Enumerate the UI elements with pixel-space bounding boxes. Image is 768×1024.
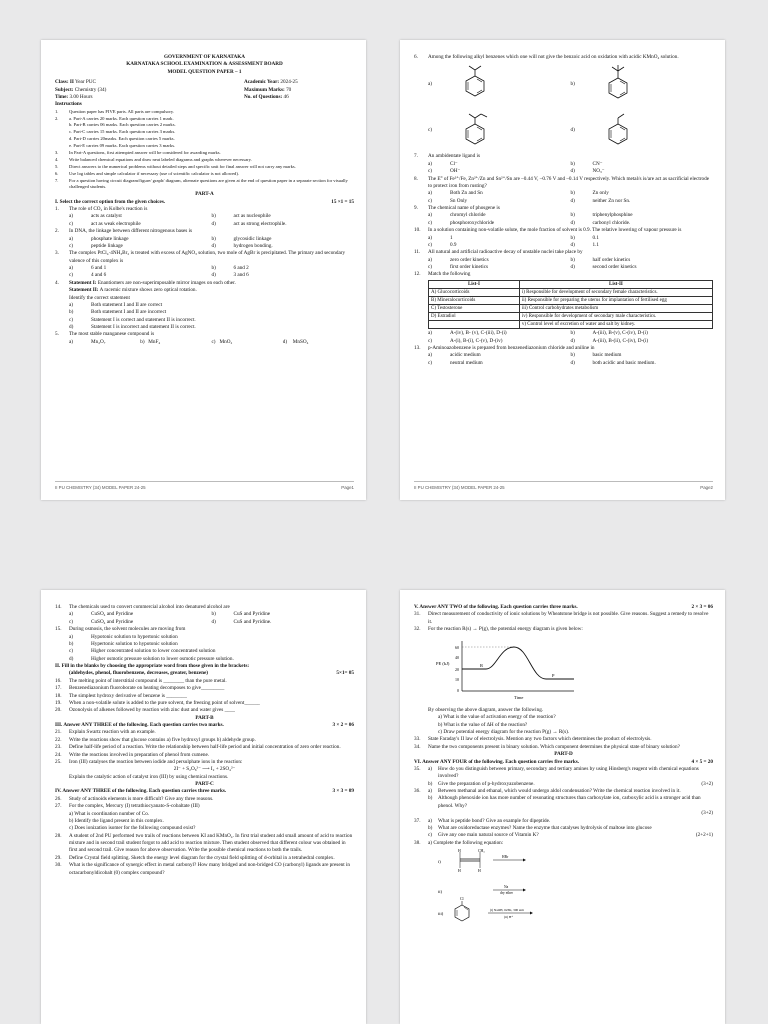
page-number: Page1 [341, 485, 354, 490]
question-1: 1. The role of CO₂ in Kolbe's reaction is a) acts as catalyst b) act as nucleophile c) act as weak electrophile d) act as strong electrophile. [55, 206, 287, 227]
svg-text:ii): ii) [438, 889, 442, 894]
question-27: 27. For the complex, Mercury (I) tetrathiocyanato-S-cobaltate (III) a) What is coordination number of Co. b) Identify the ligand present in this complex. c) Does ionization isomer for the following compound exist? [55, 803, 200, 832]
part-a-title: PART-A [195, 191, 214, 198]
q32-b: b) What is the value of ΔH of the reaction? [438, 721, 528, 728]
maxmarks-label: Maximum Marks: [244, 86, 285, 93]
year-value: 2024-25 [280, 79, 298, 86]
reaction-scheme [438, 849, 568, 923]
instruction-item: c. Part-C carries 15 marks. Each question carries 3 marks. [69, 129, 176, 135]
question-14: 14. The chemicals used to convert commercial alcohol into denatured alcohol are a) CuSO₄ and Pyridine b) CuS and Pyridine c) CuSO₄ and Pyridine d) CuS and Pyridine. [55, 604, 272, 625]
svg-text:i): i) [438, 859, 441, 864]
time-value: 3.00 Hours [69, 93, 93, 100]
fill-blank-item: 18. The simplest hydroxy derivative of benzene is ________ [55, 692, 187, 699]
instruction-item: 4. Write balanced chemical equations and draw neat labeled diagrams and graphs wherever necessary. [55, 156, 252, 162]
svg-text:HBr: HBr [502, 855, 509, 859]
q32-followup: By observing the above diagram, answer the following. [428, 706, 544, 713]
question-6: 6. Among the following alkyl benzenes which one will not give the benzoic acid on oxidation with acidic KMnO₄ solution. a) b) c) d) [414, 54, 713, 150]
match-table: List-I List-II A) Glucocorticoids i) Responsible for development of secondary female characteristics. B) Mineralocorticoids ii) Responsible for preparing the uterus for implantation of fertilised egg C) Testosterone iii) Control carbohydrates metabolism D) Estradiol iv) Responsible for development of secondary male characteristics. v) Control level of excretion of water and salt by kidney. [428, 280, 713, 330]
section-ii-heading: II. Fill in the blanks by choosing the appropriate word from those given in the brackets: [55, 663, 250, 669]
tick-label: 40 [455, 654, 459, 660]
instructions-title: Instructions [55, 101, 82, 108]
tert-butylbenzene-structure [593, 64, 643, 104]
subject-label: Subject: [55, 86, 74, 93]
question-31: 31. Direct measurement of conductivity of ionic solutions by Wheatstone bridge is not possible. Give reasons. Suggest a remedy to resolve it. [414, 611, 709, 625]
instruction-item: 2. a. Part-A carries 20 marks. Each question carries 1 mark. [55, 115, 174, 121]
section-v-heading: V. Answer ANY TWO of the following. Each question carries three marks. 2 × 3 = 06 [414, 604, 713, 610]
svg-text:H: H [478, 869, 481, 873]
svg-text:Na: Na [504, 885, 509, 889]
header-govt: GOVERNMENT OF KARNATAKA [163, 54, 246, 60]
ethylbenzene-structure [593, 110, 643, 150]
fill-blank-item: 17. Benzenediazonium fluoroborate on heating decomposes to give_________ [55, 685, 225, 692]
table-row: A) Glucocorticoids i) Responsible for development of secondary female characteristics. [429, 288, 713, 296]
noq-value: 46 [283, 93, 289, 100]
question-32: 32. For the reaction R(s) → P(g), the potential energy diagram is given below: [414, 626, 583, 633]
question-2: 2. In DNA, the linkage between different nitrogenous bases is a) phosphate linkage b) glycosidic linkage c) peptide linkage d) hydrogen bonding. [55, 228, 273, 249]
instruction-item: 3. In Part-A questions, first attempted answer will be considered for awarding marks. [55, 149, 221, 155]
fill-blank-item: 19. When a non-volatile solute is added to the pure solvent, the freezing point of solvent______ [55, 699, 260, 706]
footer-title: II PU CHEMISTRY (34) MODEL PAPER 24-25 [414, 485, 505, 490]
question-5: 5. The most stable manganese compound is a) Mn₂O₇ b) MnF₄ c) MnO₂ d) MnSO₄ [55, 331, 309, 345]
product-label: P [552, 672, 555, 678]
time-label: Time: [55, 93, 69, 100]
tick-label: 20 [455, 666, 459, 672]
question-21: 21. Explain Swartz reaction with an example. [55, 729, 156, 736]
question-26: 26. Study of actinoids elements is more difficult? Give any three reasons. [55, 795, 214, 802]
question-37: 37. a) What is peptide bond? Give an example for dipeptide. b) What are oxidoreductase enzymes? Name the enzyme that catalyses hydrolysis of maltose into glucose c) Give any one main natural source of Vitamin K? (2+2+1) [414, 817, 713, 839]
table-row: B) Mineralocorticoids ii) Responsible for preparing the uterus for implantation of fertilised egg [429, 296, 713, 304]
footer-title: II PU CHEMISTRY (34) MODEL PAPER 24-25 [55, 485, 146, 490]
q32-c: c) Draw potential energy diagram for the reaction P(g) → R(s). [438, 729, 570, 735]
question-4: 4. Statement I: Enantiomers are non-superimposable mirror images on each other. Statement II: A racemic mixture shows zero optical rotation. Identify the correct statement a) Both statement I and II are correct b) Both statement I and II are incorrect c) Statement I is correct and statement II is incorrect. d) Statement I is incorrect and statement II is correct. [55, 279, 236, 331]
page-1 [41, 40, 366, 500]
subject-value: Chemistry (34) [74, 86, 107, 93]
question-22: 22. Write the reactions show that glucose contains a) five hydroxyl groups b) aldehyde group. [55, 736, 256, 743]
part-d-title: PART-D [554, 751, 573, 758]
svg-text:CH₃: CH₃ [478, 849, 485, 853]
instruction-item: 7. For a question having circuit diagram/figure/ graph/ diagram, alternate questions are given at the end of question paper in a separate section for visually challenged students. [55, 177, 348, 190]
svg-text:dry ether: dry ether [500, 891, 513, 895]
table-row: C) Testosterone iii) Control carbohydrates metabolism [429, 305, 713, 313]
section-vi-heading: VI. Answer ANY FOUR of the following. Each question carries five marks. 4 × 5 = 20 [414, 758, 713, 765]
page-footer [55, 481, 354, 490]
q32-a: a) What is the value of activation energy of the reaction? [438, 714, 556, 721]
tick-label: 0 [457, 687, 459, 693]
class-label: Class: II [55, 79, 74, 86]
svg-text:H: H [458, 869, 461, 873]
header-paper: MODEL QUESTION PAPER – 1 [167, 68, 242, 75]
question-28: 28. A student of 2nd PU performed two trails of reactions between KI and KMnO₄. In first trial student add small amount of acid to reaction mixture and in second trail student forgot to add acid to reaction mixture. Then student observed that different colour was obtained in first and second trail. Give reason for above observation. Write the possible chemical reactions to both the trails. [55, 832, 353, 854]
meta-row-2 [55, 87, 354, 94]
question-29: 29. Define Crystal field splitting. Sketch the energy level diagram for the crystal field splitting of d-orbital in a tetrahedral complex. [55, 854, 335, 861]
page-2 [400, 40, 725, 500]
page-4 [400, 590, 725, 1024]
question-25: 25. Iron (III) catalyses the reaction between iodide and persulphate ions in the reaction: [55, 758, 243, 765]
sec-butylbenzene-structure [450, 110, 500, 150]
instruction-item: b. Part-B carries 06 marks. Each question carries 2 marks. [69, 122, 176, 128]
page-number: Page2 [700, 485, 713, 490]
question-13: 13. p-Aminoazobenzene is prepared from benzenediazonium chloride and aniline in a) acidic medium b) basic medium c) neutral medium d) both acidic and basic medium. [414, 345, 656, 366]
part-b-title: PART-B [195, 714, 214, 721]
instruction-item: 5. Direct answers to the numerical problems without detailed steps and specific unit for final answer will not carry any marks. [55, 163, 296, 169]
y-axis-label: PE (kJ) [436, 660, 450, 666]
question-11: 11. All natural and artificial radioactive decay of unstable nuclei take place by a) zero order kinetics b) half order kinetics c) first order kinetics d) second order kinetics [414, 249, 637, 270]
x-axis-label: Time [514, 694, 524, 700]
instructions-list [55, 109, 354, 192]
tick-label: 10 [455, 676, 459, 682]
year-label: Academic Year: [244, 79, 280, 86]
question-12: 12. Match the following List-I List-II A) Glucocorticoids i) Responsible for development of secondary female characteristics. B) Mineralocorticoids ii) Responsible for preparing the uterus for implantation of fertilised egg C) Testosterone iii) Control carbohydrates metabolism D) Estradiol iv) Responsible for development of secondary male characteristics. v) Control level of excretion of water and salt by kidney. a) A-(iv), B- (v), C-(iii), D-(i) b) A-(iii), B-(v), C-(iv), D-(i) c) A-(i), B-(i), C-(v), D-(iv) d) A-(iii), B-(ii), C-(iv), D-(i) [414, 271, 713, 345]
question-15: 15. During osmosis, the solvent molecules are moving from a) Hypotonic solution to hypertonic solution b) Hypertonic solution to hypotonic solution c) Higher concentrated solution to lower concentrated solution d) Higher osmotic pressure solution to lower osmotic pressure solution. [55, 626, 234, 662]
svg-text:(ii) H⁺: (ii) H⁺ [504, 915, 513, 919]
svg-text:Cl: Cl [460, 897, 464, 901]
section-iii-heading: III. Answer ANY THREE of the following. Each question carries two marks. 3 × 2 = 06 [55, 722, 354, 728]
part-c-title: PART-C [195, 781, 214, 787]
question-30: 30. What is the significance of synergic effect in metal carbonyl? How many bridged and non-bridged CO (carbonyl) ligands are present in octacarbonyldicobalt (0) complex compound? [55, 862, 350, 876]
fill-blank-item: 20. Ozonolysis of alkenes followed by reaction with zinc dust and water gives ____ [55, 707, 235, 714]
instruction-item: e. Part-E carries 09 marks. Each question carries 3 marks. [69, 143, 176, 149]
reactant-label: R [480, 662, 484, 668]
instruction-item: 1. Question paper has FIVE parts. All parts are compulsory. [55, 108, 175, 114]
question-10: 10. In a solution containing non-volatile solute, the mole fraction of solvent is 0.9. The relative lowering of vapour pressure is a) 1 b) 0.1 c) 0.9 d) 1.1 [414, 227, 682, 248]
question-3: 3. The complex PtCl₄·4NH₃Br₂ is treated with excess of AgNO₃ solution, two mole of AgBr is precipitated. The primary and secondary valence of this complex is a) 6 and 1 b) 6 and 2 c) 4 and 6 d) 3 and 6 [55, 250, 346, 279]
table-row: D) Estradiol iv) Responsible for development of secondary male characteristics. [429, 313, 713, 321]
section-ii-words: (aldehydes, phenol, fluorobenzene, decreases, greater, benzene) 5×1= 05 [69, 670, 354, 677]
svg-text:(i) NaOH, 623K, 300 atm: (i) NaOH, 623K, 300 atm [490, 908, 524, 912]
svg-text:iii): iii) [438, 911, 444, 916]
page-footer [414, 481, 713, 490]
question-24: 24. Write the reactions involved in preparation of phenol from cumene. [55, 751, 210, 758]
page-3 [41, 590, 366, 1024]
section-iv-heading: IV. Answer ANY THREE of the following. Each question carries three marks. 3 × 3 = 09 [55, 788, 354, 795]
q25-tail: Explain the catalytic action of catalyst iron (III) by using chemical reactions. [69, 773, 229, 780]
tick-label: 60 [455, 644, 459, 650]
table-row: v) Control level of excretion of water and salt by kidney. [429, 321, 713, 329]
question-36: 36. a) Between methanal and ethanal, which would undergo aldol condensation? Write the chemical reaction involved in it. b) Although phenoxide ion has more number of resonating structures than carboxylate ion, carboxylic acid is a stronger acid than phenol. Why? (3+2) [414, 788, 713, 817]
svg-text:H: H [458, 849, 461, 853]
question-9: 9. The chemical name of phosgene is a) chromyl chloride b) triphenylphosphine c) phosphoroxychloride d) carbonyl chloride. [414, 205, 633, 226]
meta-row-3 [55, 94, 354, 101]
q25-equation: 2I⁻ + S₂O₈²⁻ ⟶ I₂ + 2SO₄²⁻ [173, 766, 236, 773]
meta-row-1 [55, 79, 354, 86]
question-23: 23. Define half-life period of a reaction. Write the relationship between half-life period and initial concentration of zero order reaction. [55, 744, 341, 751]
potential-energy-diagram [434, 637, 584, 701]
noq-label: No. of Questions: [244, 93, 283, 100]
fill-blank-item: 16. The melting point of interstitial compound is ________ than the pure metal. [55, 677, 227, 684]
instruction-item: d. Part-D carries 20marks. Each question carries 5 marks. [69, 136, 175, 142]
question-38: 38. a) Complete the following equation: i) H CH₃ H H HBr ii) Na dry ether iii) Cl (i) NaOH, 623K, 300 atm (ii) H⁺ [414, 840, 713, 929]
question-33: 33. State Faraday's II law of electrolysis. Mention any two factors which determines the product of electrolysis. [414, 736, 652, 743]
maxmarks-value: 70 [286, 86, 292, 93]
question-8: 8. The E° of Fe²⁺/Fe, Zn²⁺/Zn and Sn²⁺/Sn are –0.44 V, –0.76 V and –0.14 V respectively. Which metal/s is/are act as sacrificial electrode to protect iron from rusting? a) Both Zn and Sn b) Zn only c) Sn Only d) neither Zn nor Sn. [414, 175, 710, 204]
instruction-item: 6. Use log tables and simple calculator if necessary (use of scientific calculator is not allowed). [55, 170, 240, 176]
header-board: KARNATAKA SCHOOL EXAMINATION & ASSESSMENT BOARD [126, 61, 283, 68]
class-value: Year PUC [75, 79, 96, 86]
question-7: 7. An ambidentate ligand is a) Cl⁻ b) CN⁻ c) OH⁻ d) NO₃⁻ [414, 153, 605, 175]
energy-curve [462, 647, 574, 679]
question-34: 34. Name the two components present in binary solution. Which component determines the physical state of binary solution? [414, 743, 680, 750]
question-35: 35. a) How do you distinguish between primary, secondary and tertiary amines by using Hinsberg's reagent with chemical equations involved? b) Give the preparation of p-hydroxyazobenzene. (3+2) [414, 765, 713, 787]
section-i-heading: I. Select the correct option from the given choices. 15 ×1 = 15 [55, 198, 354, 205]
isopropylbenzene-structure [450, 64, 500, 104]
